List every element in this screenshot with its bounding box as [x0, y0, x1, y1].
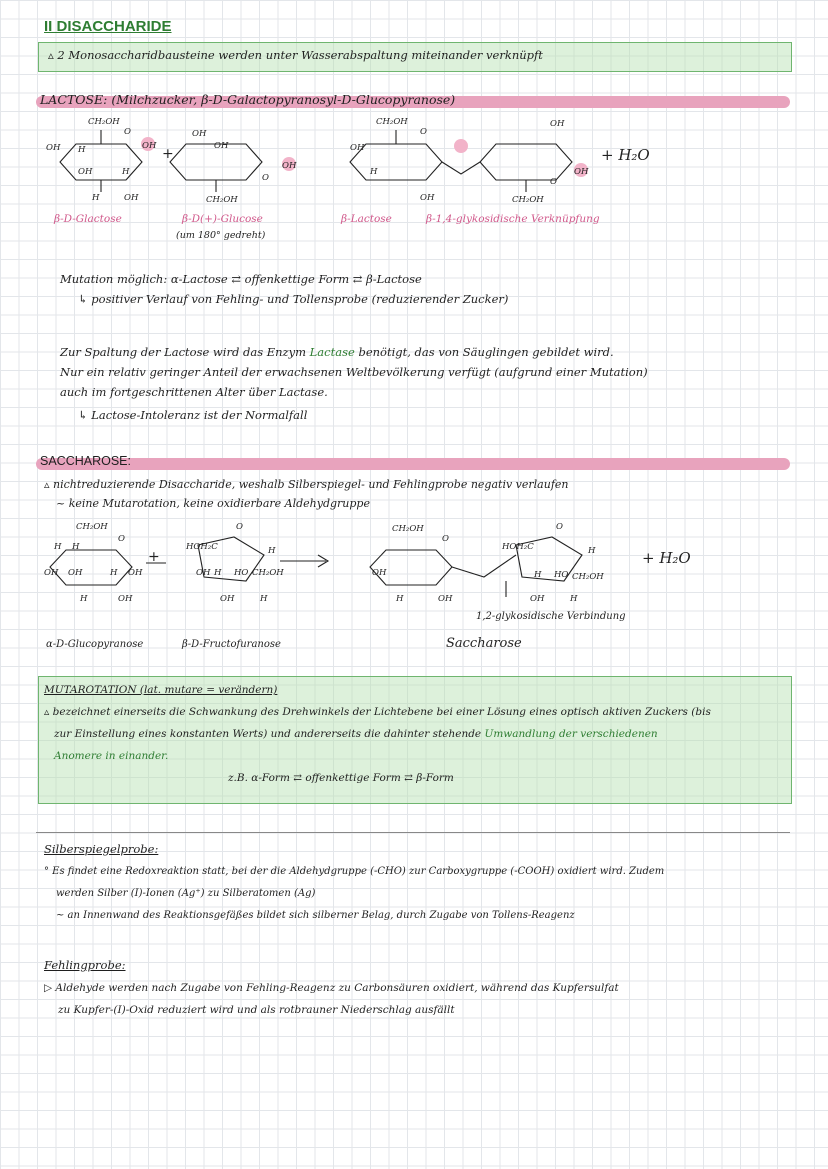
chem-label: OH: [192, 129, 207, 139]
chem-label: OH: [282, 161, 297, 171]
chem-label: H: [570, 594, 578, 604]
label-glucose-note: (um 180° gedreht): [176, 230, 266, 241]
chem-label: CH₂OH: [376, 117, 408, 127]
chem-label: OH: [350, 143, 365, 153]
chem-label: CH₂OH: [88, 117, 120, 127]
mutarotation-header: MUTAROTATION (lat. mutare = verändern): [44, 684, 278, 696]
saccharose-structure: [36, 515, 796, 665]
chem-label: O: [420, 127, 427, 137]
chem-label: O: [124, 127, 131, 137]
silber-line-1: ° Es findet eine Redoxreaktion statt, bei der die Aldehydgruppe (-CHO) zur Carboxygruppe (-COOH) oxidiert wird. Zudem: [44, 866, 665, 877]
mutarotation-line-1: ▵ bezeichnet einerseits die Schwankung des Drehwinkels der Lichtebene bei einer Lösung eines optisch aktiven Zuckers (bis: [44, 706, 711, 718]
lactose-bullet-1-sub: ↳ positiver Verlauf von Fehling- und Tollensprobe (reduzierender Zucker): [78, 292, 509, 306]
lactose-bullet-2-line-1: [60, 345, 614, 359]
chem-label: CH₂OH: [392, 524, 424, 534]
chem-label: OH: [78, 167, 93, 177]
chem-label: H: [370, 167, 378, 177]
chem-label: H: [534, 570, 542, 580]
lactose-bullet-2-line-2: Nur ein relativ geringer Anteil der erwachsenen Weltbevölkerung verfügt (aufgrund einer Mutation): [60, 365, 648, 379]
chem-label: OH: [196, 568, 211, 578]
lactose-bullet-1: Mutation möglich: α-Lactose ⇄ offenkettige Form ⇄ β-Lactose: [60, 272, 422, 286]
chem-label: H: [78, 145, 86, 155]
chem-label: O: [236, 522, 243, 532]
chem-label: CH₂OH: [252, 568, 284, 578]
chem-label: OH: [372, 568, 387, 578]
chem-label: H: [72, 542, 80, 552]
chem-label: O: [118, 534, 125, 544]
fehling-line-1: ▷ Aldehyde werden nach Zugabe von Fehling-Reagenz zu Carbonsäuren oxidiert, während das Kupfersulfat: [44, 982, 619, 994]
chem-label: OH: [124, 193, 139, 203]
chem-label: H: [396, 594, 404, 604]
saccharose-line-1: ▵ nichtreduzierende Disaccharide, weshalb Silberspiegel- und Fehlingprobe negativ verlaufen: [44, 478, 569, 491]
mutarotation-line-4: z.B. α-Form ⇄ offenkettige Form ⇄ β-Form: [228, 772, 454, 784]
saccharose-line-2: ~ keine Mutarotation, keine oxidierbare Aldehydgruppe: [56, 497, 370, 510]
silber-header: Silberspiegelprobe:: [44, 842, 159, 856]
chem-label: O: [556, 522, 563, 532]
chem-label: O: [442, 534, 449, 544]
mutarotation-highlight: Umwandlung der verschiedenen: [484, 728, 658, 740]
chem-label: HO: [234, 568, 249, 578]
chem-label: H: [54, 542, 62, 552]
label-glucose: β-D(+)-Glucose: [182, 213, 263, 225]
silber-line-2: werden Silber (I)-Ionen (Ag⁺) zu Silberatomen (Ag): [56, 888, 316, 899]
enzyme-lactase: Lactase: [309, 345, 355, 359]
chem-label: H: [260, 594, 268, 604]
silber-line-3: ~ an Innenwand des Reaktionsgefäßes bildet sich silberner Belag, durch Zugabe von Tollens-Reagenz: [56, 910, 575, 921]
mutarotation-text: zur Einstellung eines konstanten Werts) und andererseits die dahinter stehende: [54, 728, 482, 740]
label-bond: β-1,4-glykosidische Verknüpfung: [426, 213, 600, 225]
chem-label: HOH₂C: [186, 542, 218, 552]
chem-label: OH: [438, 594, 453, 604]
chem-label: H: [110, 568, 118, 578]
lactose-header: LACTOSE: (Milchzucker, β-D-Galactopyranosyl-D-Glucopyranose): [40, 92, 456, 107]
intro-text: ▵ 2 Monosaccharidbausteine werden unter Wasserabspaltung miteinander verknüpft: [48, 48, 543, 62]
lactose-structure: [36, 112, 796, 252]
label-lactose: β-Lactose: [341, 213, 392, 225]
page-title: II DISACCHARIDE: [44, 18, 172, 35]
chem-label: OH: [420, 193, 435, 203]
fehling-line-2: zu Kupfer-(I)-Oxid reduziert wird und als rotbrauner Niederschlag ausfällt: [58, 1004, 455, 1016]
label-saccharose: Saccharose: [446, 636, 522, 651]
lactose-bullet-2-line-4: ↳ Lactose-Intoleranz ist der Normalfall: [78, 408, 308, 422]
chem-label: OH: [128, 568, 143, 578]
chem-label: OH: [142, 141, 157, 151]
saccharose-water: + H₂O: [642, 549, 691, 567]
chem-label: CH₂OH: [512, 195, 544, 205]
chem-label: OH: [530, 594, 545, 604]
bullet-text: Zur Spaltung der Lactose wird das Enzym: [60, 345, 307, 359]
mutarotation-line-3: Anomere in einander.: [54, 750, 169, 762]
chem-label: H: [268, 546, 276, 556]
chem-label: H: [588, 546, 596, 556]
divider: [36, 832, 790, 833]
chem-label: CH₂OH: [76, 522, 108, 532]
chem-label: H: [92, 193, 100, 203]
chem-label: +: [148, 549, 160, 565]
chem-label: +: [162, 146, 174, 162]
lactose-bullet-2-line-3: auch im fortgeschrittenen Alter über Lactase.: [60, 385, 328, 399]
chem-label: OH: [118, 594, 133, 604]
mutarotation-line-2: [54, 728, 658, 740]
label-bond-saccharose: 1,2-glykosidische Verbindung: [476, 611, 626, 622]
chem-label: H: [122, 167, 130, 177]
chem-label: OH: [220, 594, 235, 604]
chem-label: O: [262, 173, 269, 183]
bullet-text: benötigt, das von Säuglingen gebildet wird.: [358, 345, 614, 359]
chem-label: OH: [550, 119, 565, 129]
fehling-header: Fehlingprobe:: [44, 958, 126, 972]
saccharose-band: [36, 458, 790, 470]
saccharose-header: SACCHAROSE:: [40, 454, 131, 468]
chem-label: O: [550, 177, 557, 187]
chem-label: HO: [554, 570, 569, 580]
chem-label: CH₂OH: [206, 195, 238, 205]
chem-label: HOH₂C: [502, 542, 534, 552]
chem-label: CH₂OH: [572, 572, 604, 582]
lactose-water: + H₂O: [601, 146, 650, 164]
chem-label: OH: [44, 568, 59, 578]
chem-label: H: [214, 568, 222, 578]
label-glucopyranose: α-D-Glucopyranose: [46, 639, 144, 650]
chem-label: H: [80, 594, 88, 604]
chem-label: OH: [46, 143, 61, 153]
label-fructofuranose: β-D-Fructofuranose: [182, 639, 281, 650]
label-galactose: β-D-Glactose: [54, 213, 122, 225]
chem-label: OH: [214, 141, 229, 151]
chem-label: OH: [574, 167, 589, 177]
chem-label: OH: [68, 568, 83, 578]
